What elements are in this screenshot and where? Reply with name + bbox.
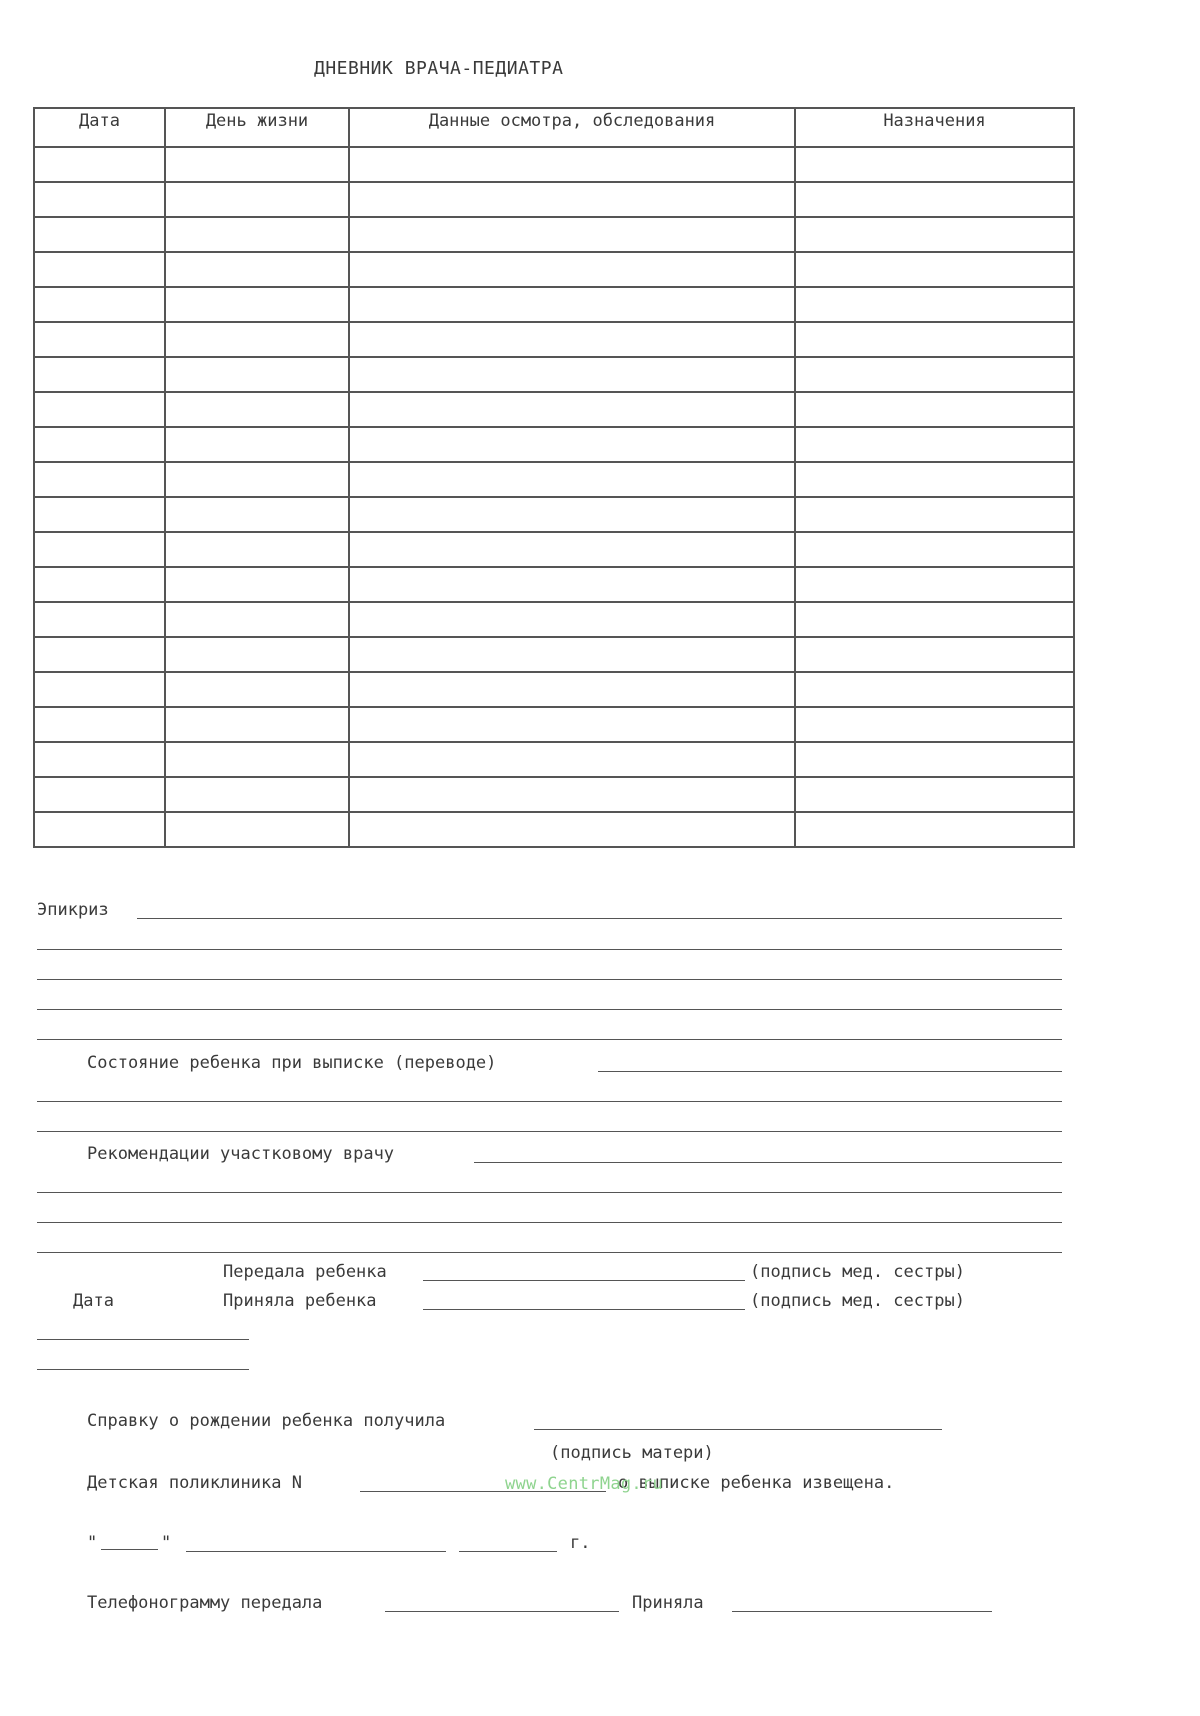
examination-cell[interactable] <box>349 777 795 812</box>
date-cell[interactable] <box>34 462 165 497</box>
received-child-label: Приняла ребенка <box>223 1291 377 1311</box>
examination-cell[interactable] <box>349 182 795 217</box>
phonogram-received-label: Приняла <box>632 1593 704 1613</box>
date-cell[interactable] <box>34 672 165 707</box>
table-row <box>34 497 1074 532</box>
mother-signature-note: (подпись матери) <box>550 1443 714 1463</box>
date-cell[interactable] <box>34 602 165 637</box>
handover-date-label: Дата <box>73 1291 114 1311</box>
recommendations-field-line-3[interactable] <box>37 1222 1062 1223</box>
prescriptions-cell[interactable] <box>795 742 1074 777</box>
table-row <box>34 322 1074 357</box>
epicrisis-field-line-1[interactable] <box>137 918 1062 919</box>
day-of-life-cell[interactable] <box>165 497 349 532</box>
table-row <box>34 637 1074 672</box>
date-cell[interactable] <box>34 497 165 532</box>
day-of-life-cell[interactable] <box>165 637 349 672</box>
phonogram-sender-field[interactable] <box>385 1611 619 1612</box>
clinic-notified-label: о выписке ребенка извещена. <box>618 1473 895 1493</box>
examination-cell[interactable] <box>349 742 795 777</box>
examination-cell[interactable] <box>349 567 795 602</box>
date-cell[interactable] <box>34 252 165 287</box>
column-header-examination: Данные осмотра, обследования <box>349 108 795 147</box>
date-quote-close: " <box>161 1533 172 1553</box>
day-of-life-cell[interactable] <box>165 357 349 392</box>
epicrisis-field-line-2[interactable] <box>37 949 1062 950</box>
column-header-prescriptions: Назначения <box>795 108 1074 147</box>
recommendations-field-line-2[interactable] <box>37 1192 1062 1193</box>
date-cell[interactable] <box>34 777 165 812</box>
nurse-signature-note-2: (подпись мед. сестры) <box>750 1291 965 1311</box>
diary-table <box>33 107 1075 848</box>
date-cell[interactable] <box>34 357 165 392</box>
date-cell[interactable] <box>34 812 165 847</box>
examination-cell[interactable] <box>349 357 795 392</box>
received-child-signature-field[interactable] <box>423 1309 745 1310</box>
table-row <box>34 427 1074 462</box>
day-of-life-cell[interactable] <box>165 147 349 182</box>
passed-child-signature-field[interactable] <box>423 1280 745 1281</box>
discharge-state-field-line-2[interactable] <box>37 1101 1062 1102</box>
date-cell[interactable] <box>34 742 165 777</box>
table-row <box>34 602 1074 637</box>
phonogram-label: Телефонограмму передала <box>87 1593 323 1613</box>
table-row <box>34 357 1074 392</box>
day-of-life-cell[interactable] <box>165 182 349 217</box>
examination-cell[interactable] <box>349 602 795 637</box>
discharge-state-field-line-1[interactable] <box>598 1071 1062 1072</box>
passed-child-label: Передала ребенка <box>223 1262 387 1282</box>
nurse-signature-note-1: (подпись мед. сестры) <box>750 1262 965 1282</box>
phonogram-receiver-field[interactable] <box>732 1611 992 1612</box>
day-of-life-cell[interactable] <box>165 462 349 497</box>
prescriptions-cell[interactable] <box>795 462 1074 497</box>
mother-signature-field[interactable] <box>534 1429 942 1430</box>
examination-cell[interactable] <box>349 497 795 532</box>
day-of-life-cell[interactable] <box>165 427 349 462</box>
document-title: ДНЕВНИК ВРАЧА-ПЕДИАТРА <box>314 58 564 79</box>
prescriptions-cell[interactable] <box>795 777 1074 812</box>
day-of-life-cell[interactable] <box>165 812 349 847</box>
day-of-life-cell[interactable] <box>165 392 349 427</box>
date-cell[interactable] <box>34 637 165 672</box>
date-day-field[interactable] <box>101 1549 158 1550</box>
examination-cell[interactable] <box>349 147 795 182</box>
date-month-field[interactable] <box>186 1551 446 1552</box>
day-of-life-cell[interactable] <box>165 217 349 252</box>
examination-cell[interactable] <box>349 287 795 322</box>
day-of-life-cell[interactable] <box>165 602 349 637</box>
table-row <box>34 532 1074 567</box>
table-row <box>34 287 1074 322</box>
prescriptions-cell[interactable] <box>795 707 1074 742</box>
table-row <box>34 777 1074 812</box>
prescriptions-cell[interactable] <box>795 287 1074 322</box>
clinic-prefix-label: Детская поликлиника N <box>87 1473 302 1493</box>
prescriptions-cell[interactable] <box>795 497 1074 532</box>
prescriptions-cell[interactable] <box>795 427 1074 462</box>
day-of-life-cell[interactable] <box>165 322 349 357</box>
day-of-life-cell[interactable] <box>165 742 349 777</box>
day-of-life-cell[interactable] <box>165 707 349 742</box>
epicrisis-field-line-5[interactable] <box>37 1039 1062 1040</box>
prescriptions-cell[interactable] <box>795 567 1074 602</box>
day-of-life-cell[interactable] <box>165 287 349 322</box>
table-row <box>34 707 1074 742</box>
day-of-life-cell[interactable] <box>165 252 349 287</box>
prescriptions-cell[interactable] <box>795 147 1074 182</box>
date-cell[interactable] <box>34 532 165 567</box>
table-row <box>34 672 1074 707</box>
table-row <box>34 147 1074 182</box>
examination-cell[interactable] <box>349 217 795 252</box>
prescriptions-cell[interactable] <box>795 182 1074 217</box>
epicrisis-field-line-3[interactable] <box>37 979 1062 980</box>
examination-cell[interactable] <box>349 392 795 427</box>
date-cell[interactable] <box>34 287 165 322</box>
date-quote-open: " <box>87 1533 98 1553</box>
diary-table-body <box>34 147 1074 847</box>
prescriptions-cell[interactable] <box>795 322 1074 357</box>
day-of-life-cell[interactable] <box>165 672 349 707</box>
date-cell[interactable] <box>34 322 165 357</box>
table-row <box>34 742 1074 777</box>
handover-date-field-2[interactable] <box>37 1369 249 1370</box>
examination-cell[interactable] <box>349 532 795 567</box>
epicrisis-label: Эпикриз <box>37 900 109 920</box>
recommendations-field-line-1[interactable] <box>474 1162 1062 1163</box>
examination-cell[interactable] <box>349 462 795 497</box>
examination-cell[interactable] <box>349 252 795 287</box>
table-row <box>34 462 1074 497</box>
prescriptions-cell[interactable] <box>795 217 1074 252</box>
examination-cell[interactable] <box>349 672 795 707</box>
birth-certificate-label: Справку о рождении ребенка получила <box>87 1411 446 1431</box>
prescriptions-cell[interactable] <box>795 252 1074 287</box>
date-cell[interactable] <box>34 567 165 602</box>
date-year-suffix: г. <box>570 1533 591 1553</box>
discharge-state-label: Состояние ребенка при выписке (переводе) <box>87 1053 497 1073</box>
prescriptions-cell[interactable] <box>795 602 1074 637</box>
recommendations-field-line-4[interactable] <box>37 1252 1062 1253</box>
date-cell[interactable] <box>34 392 165 427</box>
day-of-life-cell[interactable] <box>165 567 349 602</box>
table-row <box>34 812 1074 847</box>
prescriptions-cell[interactable] <box>795 812 1074 847</box>
recommendations-label: Рекомендации участковому врачу <box>87 1144 395 1164</box>
epicrisis-field-line-4[interactable] <box>37 1009 1062 1010</box>
date-cell[interactable] <box>34 217 165 252</box>
table-row <box>34 252 1074 287</box>
prescriptions-cell[interactable] <box>795 392 1074 427</box>
prescriptions-cell[interactable] <box>795 532 1074 567</box>
table-row <box>34 567 1074 602</box>
day-of-life-cell[interactable] <box>165 777 349 812</box>
examination-cell[interactable] <box>349 322 795 357</box>
day-of-life-cell[interactable] <box>165 532 349 567</box>
column-header-date: Дата <box>34 108 165 147</box>
handover-date-field-1[interactable] <box>37 1339 249 1340</box>
date-cell[interactable] <box>34 707 165 742</box>
table-row <box>34 182 1074 217</box>
watermark: www.CentrMag.ru <box>505 1474 664 1494</box>
examination-cell[interactable] <box>349 812 795 847</box>
table-row <box>34 217 1074 252</box>
prescriptions-cell[interactable] <box>795 637 1074 672</box>
prescriptions-cell[interactable] <box>795 357 1074 392</box>
examination-cell[interactable] <box>349 637 795 672</box>
table-header-row <box>34 108 1074 147</box>
table-row <box>34 392 1074 427</box>
date-year-field[interactable] <box>459 1551 557 1552</box>
prescriptions-cell[interactable] <box>795 672 1074 707</box>
date-cell[interactable] <box>34 182 165 217</box>
examination-cell[interactable] <box>349 427 795 462</box>
date-cell[interactable] <box>34 427 165 462</box>
discharge-state-field-line-3[interactable] <box>37 1131 1062 1132</box>
examination-cell[interactable] <box>349 707 795 742</box>
date-cell[interactable] <box>34 147 165 182</box>
column-header-day-of-life: День жизни <box>165 108 349 147</box>
